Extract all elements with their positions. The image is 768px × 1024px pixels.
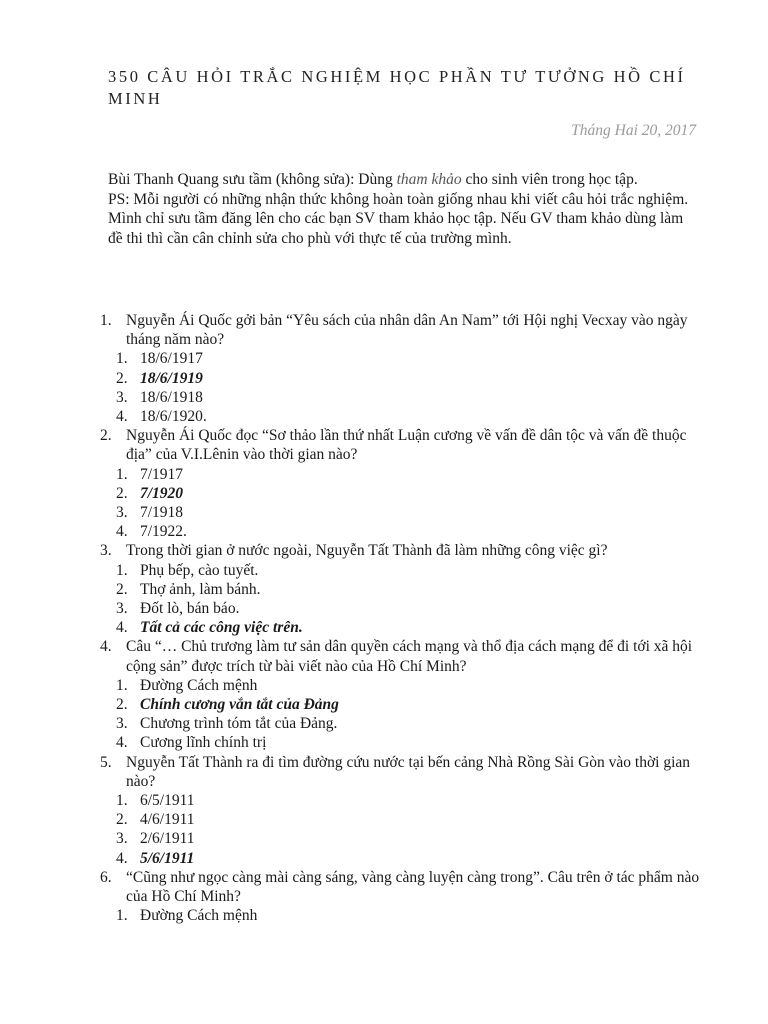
option-number: 3. [116,388,128,406]
option-number: 1. [116,792,128,810]
option-number: 3. [116,600,128,618]
question-item [100,868,700,926]
option-number: 1. [116,561,128,579]
question-number: 6. [100,868,112,886]
answer-options [116,676,700,753]
question-text: Nguyễn Tất Thành ra đi tìm đường cứu nước tại bến cảng Nhà Rồng Sài Gòn vào thời gian nào? [126,753,691,790]
option-text: 7/1920 [140,484,184,502]
answer-options [116,906,700,925]
intro-ps: PS: Mỗi người có những nhận thức không hoàn toàn giống nhau khi viết câu hỏi trắc nghiệm. Mình chỉ sưu tầm đăng lên cho các bạn SV tham khảo học tập. Nếu GV tham khảo dùng làm đề thi thì cần cân chỉnh sửa cho phù với thực tế của trường mình. [108,190,689,247]
option-number: 4. [116,408,128,426]
answer-option [116,791,700,810]
answer-option [116,388,700,407]
intro-text-after: cho sinh viên trong học tập. [461,171,638,188]
option-text: 2/6/1911 [140,830,195,848]
answer-option-correct [116,369,700,388]
option-number: 4. [116,619,128,637]
option-text: Chương trình tóm tắt của Đảng. [140,715,338,733]
option-text: 6/5/1911 [140,792,195,810]
option-number: 1. [116,676,128,694]
question-row [100,753,700,791]
question-list [100,311,700,926]
question-row [100,541,700,560]
post-date: Tháng Hai 20, 2017 [571,122,696,139]
answer-option [116,733,700,752]
option-number: 2. [116,369,128,387]
question-row [100,868,700,906]
option-text: Đường Cách mệnh [140,676,258,694]
option-text: 7/1917 [140,465,184,483]
option-number: 2. [116,696,128,714]
option-number: 3. [116,830,128,848]
option-number: 2. [116,811,128,829]
option-text: Chính cương vắn tắt của Đảng [140,696,339,714]
option-number: 2. [116,580,128,598]
option-text: Thợ ảnh, làm bánh. [140,580,261,598]
answer-option [116,580,700,599]
option-number: 1. [116,350,128,368]
option-text: Đốt lò, bán báo. [140,600,240,618]
answer-option [116,714,700,733]
document-title: 350 CÂU HỎI TRẮC NGHIỆM HỌC PHẦN TƯ TƯỞNG HỒ CHÍ MINH [108,67,686,108]
question-text: Trong thời gian ở nước ngoài, Nguyễn Tất Thành đã làm những công việc gì? [126,542,608,560]
option-number: 3. [116,504,128,522]
answer-option-correct [116,849,700,868]
question-text: Nguyễn Ái Quốc gởi bản “Yêu sách của nhân dân An Nam” tới Hội nghị Vecxay vào ngày tháng năm nào? [126,312,688,349]
question-text: Nguyễn Ái Quốc đọc “Sơ thảo lần thứ nhất Luận cương về vấn đề dân tộc và vấn đề thuộc địa” của V.I.Lênin vào thời gian nào? [126,427,687,464]
question-row [100,637,700,675]
option-text: Tất cả các công việc trên. [140,619,303,637]
answer-option [116,465,700,484]
option-text: Cương lĩnh chính trị [140,734,267,752]
question-item [100,753,700,868]
answer-option [116,906,700,925]
question-number: 4. [100,638,112,656]
answer-option [116,599,700,618]
option-text: 18/6/1920. [140,408,207,426]
answer-option [116,810,700,829]
intro-block [108,170,700,248]
answer-option [116,503,700,522]
answer-options [116,561,700,638]
answer-option [116,676,700,695]
option-number: 1. [116,465,128,483]
intro-text-before: Bùi Thanh Quang sưu tầm (không sửa): Dùng [108,171,397,188]
option-text: 7/1918 [140,504,184,522]
question-row [100,311,700,349]
answer-option-correct [116,484,700,503]
option-number: 1. [116,907,128,925]
answer-option [116,407,700,426]
answer-options [116,791,700,868]
option-number: 2. [116,484,128,502]
option-text: 18/6/1918 [140,388,203,406]
option-text: 5/6/1911 [140,849,195,867]
answer-option-correct [116,695,700,714]
question-number: 2. [100,427,112,445]
answer-option [116,829,700,848]
question-item [100,426,700,541]
question-item [100,541,700,637]
option-number: 3. [116,715,128,733]
intro-line [108,170,700,190]
answer-option-correct [116,618,700,637]
answer-options [116,465,700,542]
intro-emphasis: tham khảo [396,171,462,188]
option-text: Phụ bếp, cào tuyết. [140,561,259,579]
option-text: 18/6/1919 [140,369,203,387]
question-number: 1. [100,312,112,329]
option-text: 7/1922. [140,523,187,541]
question-number: 3. [100,542,112,560]
question-row [100,426,700,464]
question-item [100,311,700,426]
option-number: 4. [116,734,128,752]
answer-option [116,561,700,580]
option-text: Đường Cách mệnh [140,907,258,925]
answer-options [116,349,700,426]
option-number: 4. [116,523,128,541]
answer-option [116,522,700,541]
question-text: “Cũng như ngọc càng mài càng sáng, vàng càng luyện càng trong”. Câu trên ở tác phẩm nào của Hồ Chí Minh? [126,868,700,906]
option-number: 4. [116,849,128,867]
option-text: 4/6/1911 [140,811,195,829]
question-item [100,637,700,752]
option-text: 18/6/1917 [140,350,203,368]
answer-option [116,349,700,368]
question-text: Câu “… Chủ trương làm tư sản dân quyền cách mạng và thổ địa cách mạng để đi tới xã hội cộng sản” được trích từ bài viết nào của Hồ Chí Minh? [126,638,693,675]
question-number: 5. [100,753,112,771]
